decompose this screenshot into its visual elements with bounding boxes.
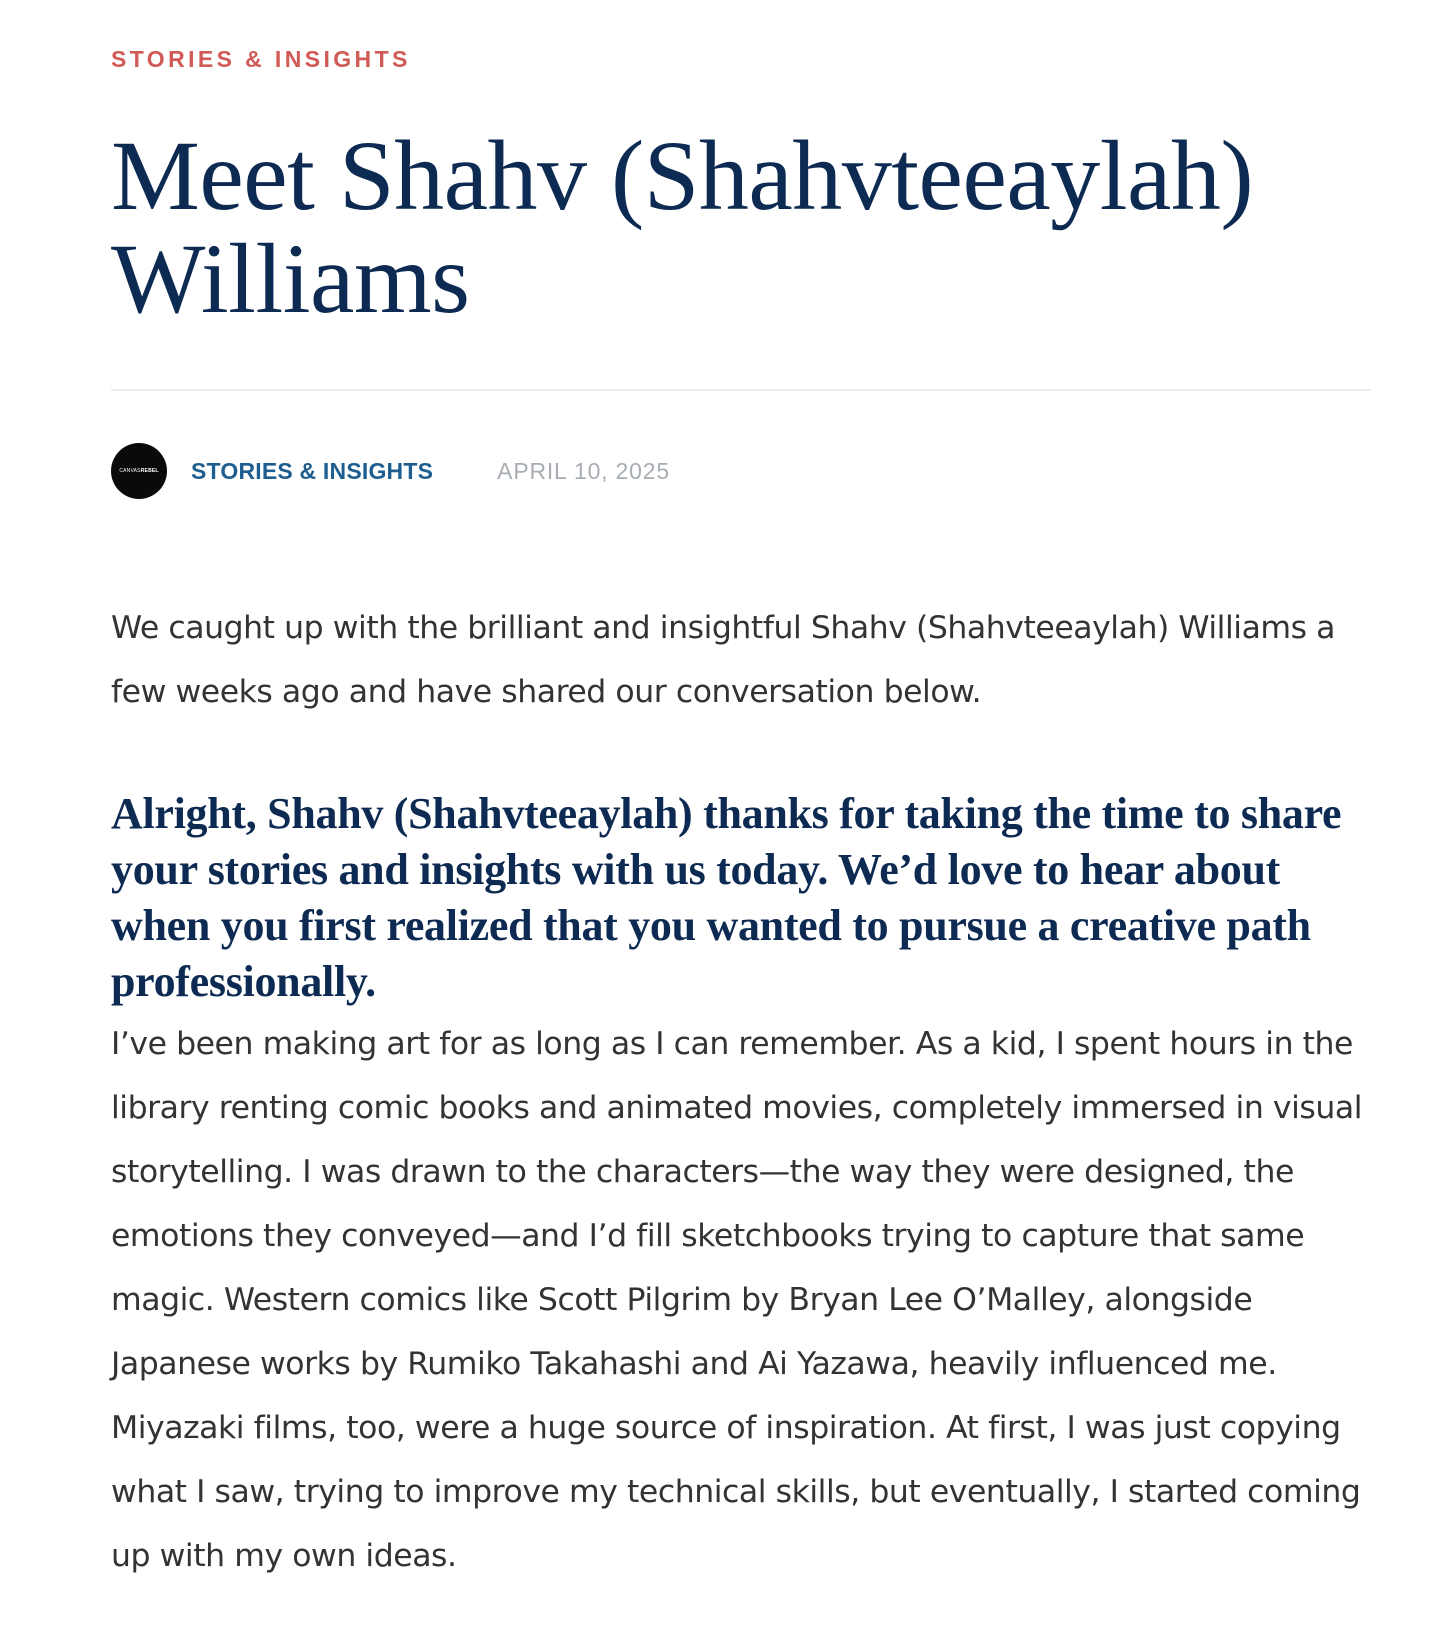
author-link[interactable]: STORIES & INSIGHTS (191, 457, 434, 484)
article-meta (111, 443, 670, 499)
interview-question: Alright, Shahv (Shahvteeaylah) thanks for taking the time to share your stories and insights with us today. We’d love to hear about when you first realized that you wanted to pursue a creative path professionally. (111, 789, 1342, 1006)
publish-date: APRIL 10, 2025 (497, 457, 670, 484)
title-divider (111, 389, 1371, 391)
article-title: Meet Shahv (Shahvteeaylah) Williams (111, 120, 1254, 334)
category-kicker[interactable]: STORIES & INSIGHTS (111, 46, 411, 72)
avatar-logo-text: CANVASREBEL (119, 468, 159, 474)
author-avatar[interactable] (111, 443, 167, 499)
interview-answer: I’ve been making art for as long as I can remember. As a kid, I spent hours in the library renting comic books and animated movies, completely immersed in visual storytelling. I was drawn to the characters—the way they were designed, the emotions they conveyed—and I’d fill sketchbooks trying to capture that same magic. Western comics like Scott Pilgrim by Bryan Lee O’Malley, alongside Japanese works by Rumiko Takahashi and Ai Yazawa, heavily influenced me. Miyazaki films, too, were a huge source of inspiration. At first, I was just copying what I saw, trying to improve my technical skills, but eventually, I started coming up with my own ideas. (111, 1026, 1363, 1574)
intro-paragraph: We caught up with the brilliant and insightful Shahv (Shahvteeaylah) Williams a few weeks ago and have shared our conversation below. (111, 610, 1336, 710)
